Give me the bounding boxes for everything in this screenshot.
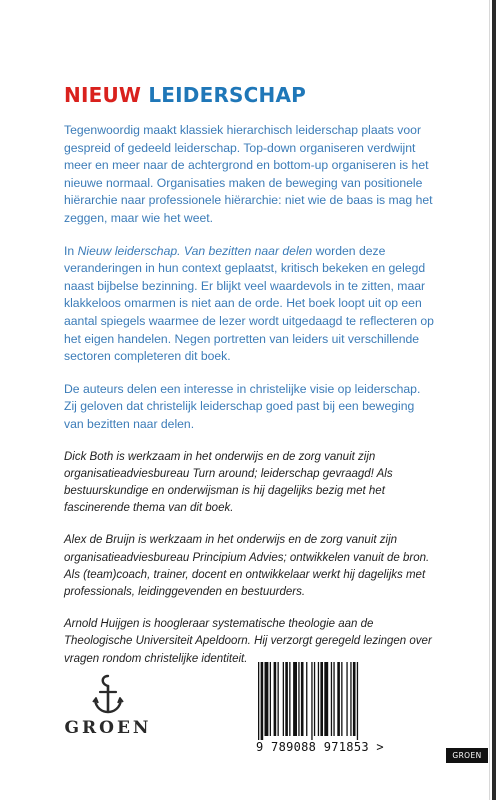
cover-edge (492, 0, 496, 800)
barcode-bar (289, 662, 290, 736)
blurb-paragraph-1: Tegenwoordig maakt klassiek hierarchisch leiderschap plaats voor gespreid of gedeeld leiderschap. Top-down organiseren verdwijnt meer en meer naar de achtergrond en bottom-up organiseren is het nieuwe normaal. Organisaties maken de beweging van positionele hiërarchie naar professionele hiërarchie: niet wie de baas is mag het zeggen, maar wie het weet. (64, 123, 433, 225)
barcode-bar (261, 662, 264, 740)
barcode-bar (311, 662, 312, 740)
publisher-logo (60, 672, 156, 742)
author-bio-arnold-huijgen: Arnold Huijgen is hoogleraar systematische theologie aan de Theologische Universiteit Apeldoorn. Hij verzorgt geregeld lezingen over vragen rondom christelijke identiteit. (64, 618, 432, 665)
barcode-bar (350, 662, 351, 736)
barcode-bar (274, 662, 277, 736)
blurb-p2-book-title: Nieuw leiderschap. Van bezitten naar delen (77, 243, 313, 258)
blurb-p2-rest: worden deze veranderingen in hun context geplaatst, kritisch bekeken en gelegd naast bijbelse bezinning. Er blijkt veel waardevols in te zitten, maar klakkeloos omarmen is niet aan de orde. Het boek loopt uit op een aantal spiegels waarmee de lezer wordt uitgedaagd te reflecteren op het eigen handelen. Negen portretten van leiders uit verschillende sectoren completeren dit boek. (64, 243, 434, 364)
barcode-bar (357, 662, 358, 740)
barcode-bar (285, 662, 288, 736)
barcode-bar (346, 662, 347, 736)
barcode-bar (314, 662, 315, 736)
barcode-bar (301, 662, 304, 736)
blurb-p2-intro: In (64, 243, 78, 258)
spine-tag: GROEN (446, 748, 488, 763)
barcode-bar (320, 662, 323, 736)
barcode-bar (270, 662, 271, 736)
barcode-bar (265, 662, 269, 736)
barcode-bar (258, 662, 259, 740)
barcode-bar (341, 662, 342, 736)
anchor-icon (90, 672, 126, 718)
barcode-bar (298, 662, 299, 736)
barcode-bar (278, 662, 279, 736)
barcode-bar (353, 662, 356, 736)
publisher-name: GROEN (64, 718, 152, 738)
cover-text-block (64, 82, 434, 683)
barcode-bar (324, 662, 328, 736)
barcode-bar (318, 662, 319, 736)
cover-edge-line (489, 0, 490, 800)
barcode-bar (337, 662, 340, 736)
barcode-bar (293, 662, 297, 736)
barcode-bar (331, 662, 332, 736)
isbn-digits: 9 789088 971853 > (256, 740, 384, 754)
barcode-bar (333, 662, 334, 736)
title-word-leiderschap: LEIDERSCHAP (148, 83, 306, 107)
barcode-bar (306, 662, 307, 736)
title-word-nieuw: NIEUW (64, 83, 142, 107)
blurb-paragraph-3: De auteurs delen een interesse in christelijke visie op leiderschap. Zij geloven dat christelijk leiderschap goed past bij een beweging van bezitten naar delen. (64, 381, 421, 431)
isbn-barcode (256, 660, 414, 758)
author-bio-alex-de-bruijn: Alex de Bruijn is werkzaam in het onderwijs en de zorg vanuit zijn organisatieadviesbureau Principium Advies; ontwikkelen vanuit de bron. Als (team)coach, trainer, docent en ontwikkelaar werkt hij dagelijks met professionals, leidinggevenden en bestuurders. (64, 534, 430, 598)
barcode-bars (256, 660, 414, 740)
book-title (64, 82, 434, 108)
barcode-bar (283, 662, 284, 736)
author-bio-dick-both: Dick Both is werkzaam in het onderwijs en de zorg vanuit zijn organisatieadviesbureau Turn around; leiderschap gevraagd! Als bestuurskundige en onderwijsman is hij dagelijks bezig met het fascinerende thema van dit boek. (64, 450, 393, 515)
blurb-paragraph-2 (64, 243, 434, 366)
